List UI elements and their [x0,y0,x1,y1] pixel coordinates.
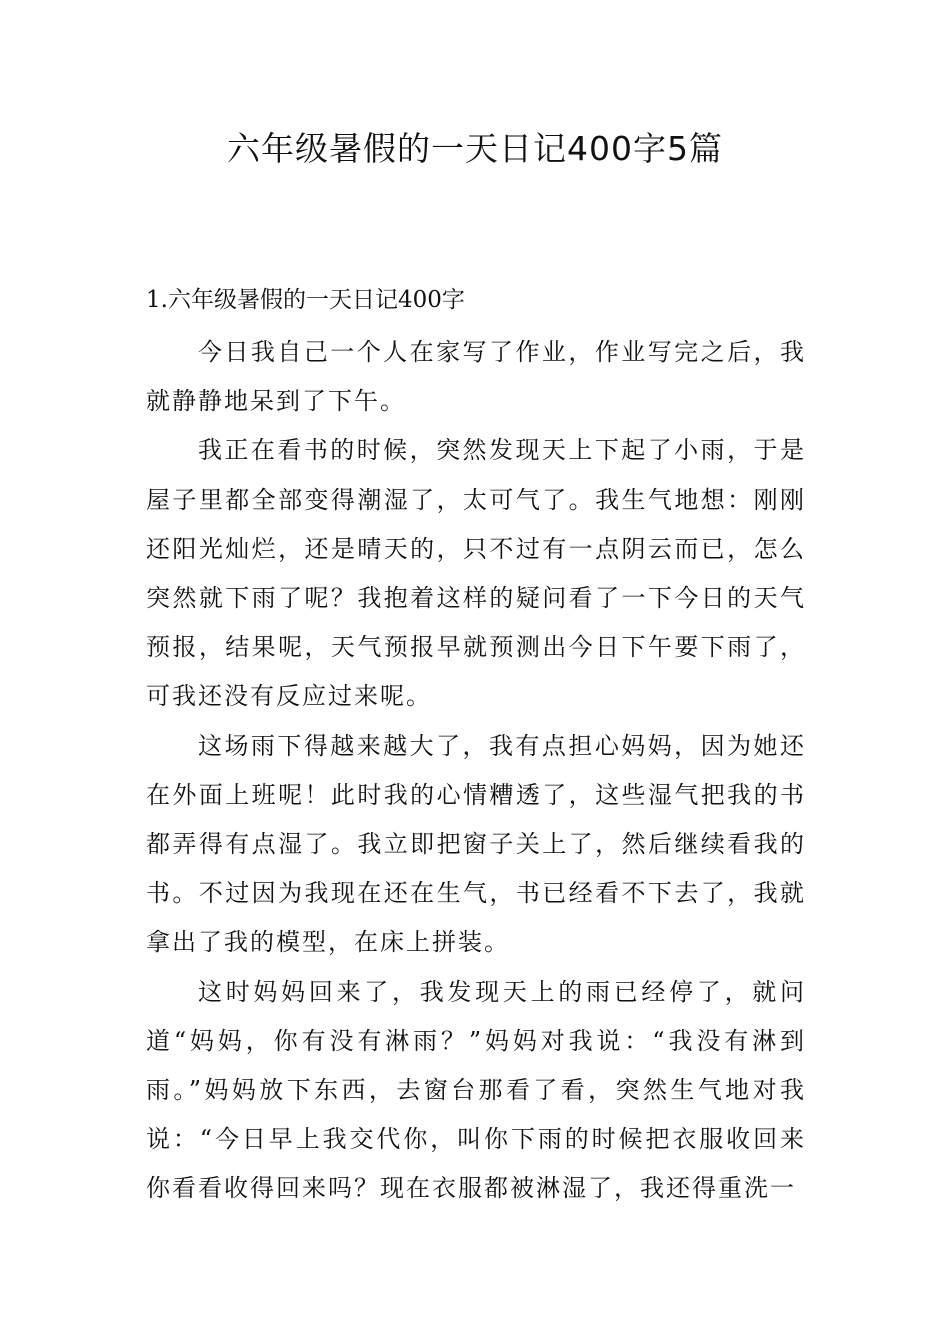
paragraph-1: 今日我自己一个人在家写了作业，作业写完之后，我就静静地呆到了下午。 [146,338,806,416]
section-body [146,328,806,1214]
section-heading: 1.六年级暑假的一天日记400字 [146,287,465,313]
document-title: 六年级暑假的一天日记400字5篇 [227,129,723,168]
paragraph-4: 这时妈妈回来了，我发现天上的雨已经停了，就问道“妈妈，你有没有淋雨？”妈妈对我说：“我没有淋到雨。”妈妈放下东西，去窗台那看了看，突然生气地对我说：“今日早上我交代你，叫你下雨的时候把衣服收回来你看看收得回来吗？现在衣服都被淋湿了，我还得重洗一 [146,977,806,1203]
paragraph-3: 这场雨下得越来越大了，我有点担心妈妈，因为她还在外面上班呢！此时我的心情糟透了，这些湿气把我的书都弄得有点湿了。我立即把窗子关上了，然后继续看我的书。不过因为我现在还在生气，书已经看不下去了，我就拿出了我的模型，在床上拼装。 [146,731,806,957]
paragraph-2: 我正在看书的时候，突然发现天上下起了小雨，于是屋子里都全部变得潮湿了，太可气了。我生气地想：刚刚还阳光灿烂，还是晴天的，只不过有一点阴云而已，怎么突然就下雨了呢？我抱着这样的疑问看了一下今日的天气预报，结果呢，天气预报早就预测出今日下午要下雨了，可我还没有反应过来呢。 [146,436,806,711]
